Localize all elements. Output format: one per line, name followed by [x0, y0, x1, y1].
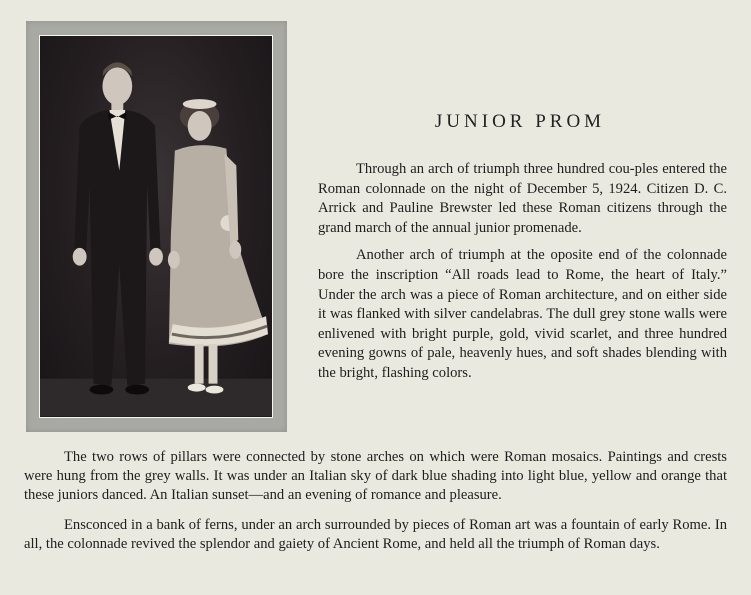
paragraph: The two rows of pillars were connected by stone arches on which were Roman mosaics. Paintings and crests were hung from the grey walls. It was under an Italian sky of dark blue shading into light blue, yellow and orange that these juniors danced. An Italian sunset—and an evening of romance and pleasure.: [24, 449, 727, 503]
couple-portrait-photo: [39, 35, 273, 418]
paragraph: Through an arch of triumph three hundred cou-ples entered the Roman colonnade on the night of December 5, 1924. Citizen D. C. Arrick and Pauline Brewster led these Roman citizens through the grand march of the annual junior promenade.: [318, 161, 727, 236]
couple-illustration: [40, 36, 272, 417]
paragraph: Ensconced in a bank of ferns, under an arch surrounded by pieces of Roman art was a fountain of early Rome. In all, the colonnade revived the splendor and gaiety of Ancient Rome, and held all the triumph of Roman days.: [24, 517, 727, 552]
woman-figure: [168, 99, 268, 393]
photo-frame: [26, 21, 287, 432]
column-text: [318, 160, 727, 392]
full-width-text: [24, 448, 727, 565]
page-title: JUNIOR PROM: [434, 111, 606, 132]
man-figure: [73, 62, 163, 394]
paragraph: Another arch of triumph at the oposite end of the colonnade bore the inscription “All roads lead to Rome, the heart of Italy.” Under the arch was a piece of Roman architecture, and on either side it was flanked with silver candelabras. The dull grey stone walls were enlivened with bright purple, gold, vivid scarlet, and three hundred evening gowns of pale, heavenly hues, and soft shades blending with the bright, flashing colors.: [318, 247, 727, 381]
floor: [40, 379, 272, 417]
